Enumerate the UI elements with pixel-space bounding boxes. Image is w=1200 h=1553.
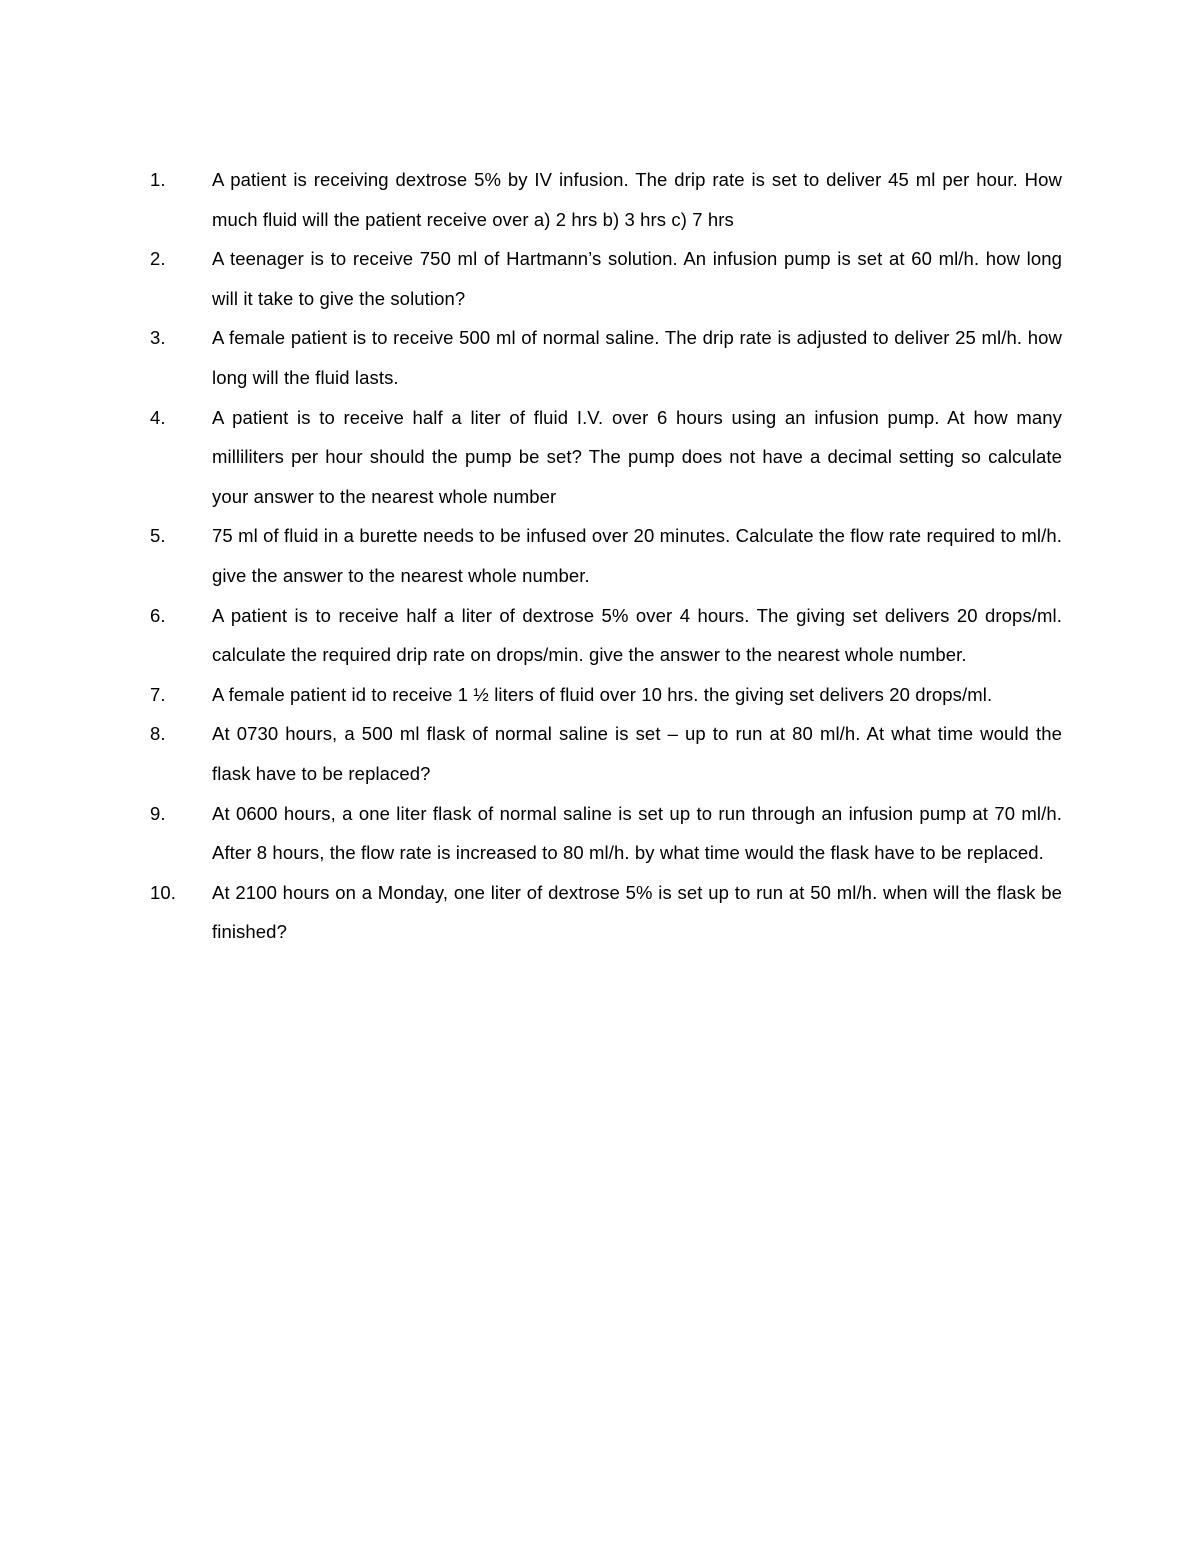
question-item xyxy=(150,873,1062,952)
question-number: 6. xyxy=(150,604,166,626)
question-item xyxy=(150,516,1062,595)
question-text: At 0600 hours, a one liter flask of normal saline is set up to run through an infusion pump at 70 ml/h. After 8 hours, the flow rate is increased to 80 ml/h. by what time would the flask have to be replaced. xyxy=(212,802,1062,864)
question-item xyxy=(150,675,1062,715)
question-number: 3. xyxy=(150,327,166,349)
question-item xyxy=(150,714,1062,793)
question-text: 75 ml of fluid in a burette needs to be infused over 20 minutes. Calculate the flow rate required to ml/h. give the answer to the nearest whole number. xyxy=(212,525,1062,586)
question-number: 2. xyxy=(150,248,166,270)
question-item xyxy=(150,794,1062,873)
question-item xyxy=(150,596,1062,675)
question-text: A female patient id to receive 1 ½ liters of fluid over 10 hrs. the giving set delivers 20 drops/ml. xyxy=(212,683,993,705)
question-number: 7. xyxy=(150,683,166,705)
question-number: 1. xyxy=(150,169,166,190)
question-item xyxy=(150,160,1062,239)
question-number: 4. xyxy=(150,406,166,428)
question-text: A patient is receiving dextrose 5% by IV infusion. The drip rate is set to deliver 45 ml per hour. How much fluid will the patient receive over a) 2 hrs b) 3 hrs c) 7 hrs xyxy=(212,169,1062,230)
question-text: A female patient is to receive 500 ml of normal saline. The drip rate is adjusted to deliver 25 ml/h. how long will the fluid lasts. xyxy=(212,327,1062,388)
question-text: A teenager is to receive 750 ml of Hartmann’s solution. An infusion pump is set at 60 ml/h. how long will it take to give the solution? xyxy=(212,248,1062,309)
question-list xyxy=(150,160,1062,952)
question-text: At 0730 hours, a 500 ml flask of normal saline is set – up to run at 80 ml/h. At what time would the flask have to be replaced? xyxy=(212,723,1062,784)
question-text: At 2100 hours on a Monday, one liter of dextrose 5% is set up to run at 50 ml/h. when will the flask be finished? xyxy=(212,881,1062,943)
question-number: 8. xyxy=(150,723,166,745)
question-item xyxy=(150,239,1062,318)
question-number: 9. xyxy=(150,802,166,824)
question-number: 10. xyxy=(150,881,177,903)
question-number: 5. xyxy=(150,525,166,547)
question-item xyxy=(150,398,1062,517)
question-text: A patient is to receive half a liter of dextrose 5% over 4 hours. The giving set delivers 20 drops/ml. calculate the required drip rate on drops/min. give the answer to the nearest whole number. xyxy=(212,604,1062,666)
question-item xyxy=(150,318,1062,397)
question-text: A patient is to receive half a liter of fluid I.V. over 6 hours using an infusion pump. At how many milliliters per hour should the pump be set? The pump does not have a decimal setting so calculate your answer to the nearest whole number xyxy=(212,406,1062,507)
